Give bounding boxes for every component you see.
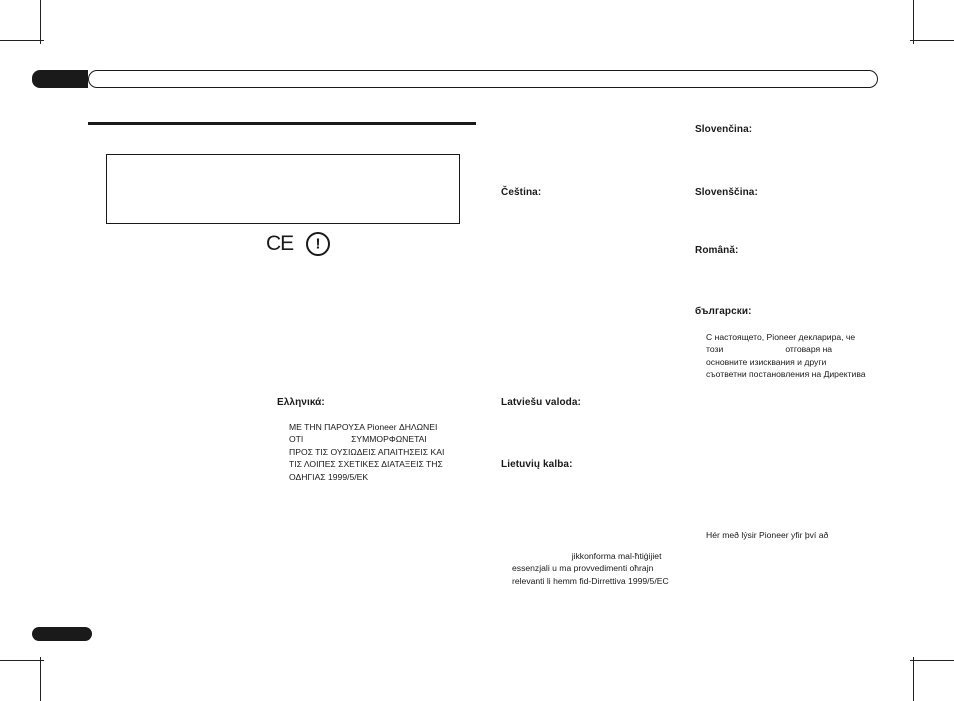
body-maltese <box>512 537 669 600</box>
notice-box <box>106 154 460 224</box>
bulgarian-line: съответни постановления на Директива <box>706 369 866 380</box>
header-page-tab <box>32 70 88 88</box>
heading-romanian: Română: <box>695 245 739 256</box>
crop-mark-br-h <box>910 660 954 661</box>
greek-line: ΟΤΙ ΣΥΜΜΟΡΦΩΝΕΤΑΙ <box>289 434 427 445</box>
body-icelandic <box>706 516 828 554</box>
maltese-line: essenzjali u ma provvedimenti oħrajn <box>512 563 654 574</box>
heading-greek: Ελληνικά: <box>277 397 325 408</box>
header-bar <box>88 70 878 88</box>
ce-mark-icon: CE <box>266 232 294 255</box>
bulgarian-line: този отговаря на <box>706 344 833 355</box>
heading-czech: Čeština: <box>501 187 542 198</box>
bulgarian-line: основните изисквания и други <box>706 356 827 367</box>
icelandic-line: Hér með lýsir Pioneer yfir því að <box>706 529 829 540</box>
crop-mark-tr-v <box>913 0 914 44</box>
greek-line: ΜΕ ΤΗΝ ΠΑΡΟΥΣΑ Pioneer ΔΗΛΩΝΕΙ <box>289 421 438 432</box>
heading-slovak: Slovenčina: <box>695 124 753 135</box>
greek-line: ΤΙΣ ΛΟΙΠΕΣ ΣΧΕΤΙΚΕΣ ΔΙΑΤΑΞΕΙΣ ΤΗΣ <box>289 459 443 470</box>
crop-mark-tl-h <box>0 40 44 41</box>
crop-mark-br-v <box>913 657 914 701</box>
crop-mark-tr-h <box>910 40 954 41</box>
alert-mark-icon: ! <box>306 232 330 256</box>
crop-mark-bl-h <box>0 660 44 661</box>
maltese-line: jikkonforma mal-ħtiġijiet <box>512 550 662 561</box>
greek-line: ΠΡΟΣ ΤΙΣ ΟΥΣΙΩΔΕΙΣ ΑΠΑΙΤΗΣΕΙΣ ΚΑΙ <box>289 446 445 457</box>
crop-mark-tl-v <box>40 0 41 44</box>
crop-mark-bl-v <box>40 657 41 701</box>
heading-lithuanian: Lietuvių kalba: <box>501 459 573 470</box>
body-greek <box>289 408 444 496</box>
heading-slovenian: Slovenščina: <box>695 187 758 198</box>
greek-line: ΟΔΗΓΙΑΣ 1999/5/ΕΚ <box>289 471 369 482</box>
footer-page-tab <box>32 627 92 641</box>
body-bulgarian <box>706 318 866 394</box>
heading-latvian: Latviešu valoda: <box>501 397 581 408</box>
maltese-line: relevanti li hemm fid-Dirrettiva 1999/5/EC <box>512 575 669 586</box>
bulgarian-line: С настоящето, Pioneer декларира, че <box>706 331 856 342</box>
heading-bulgarian: български: <box>695 306 752 317</box>
section-title-rule <box>88 122 476 125</box>
